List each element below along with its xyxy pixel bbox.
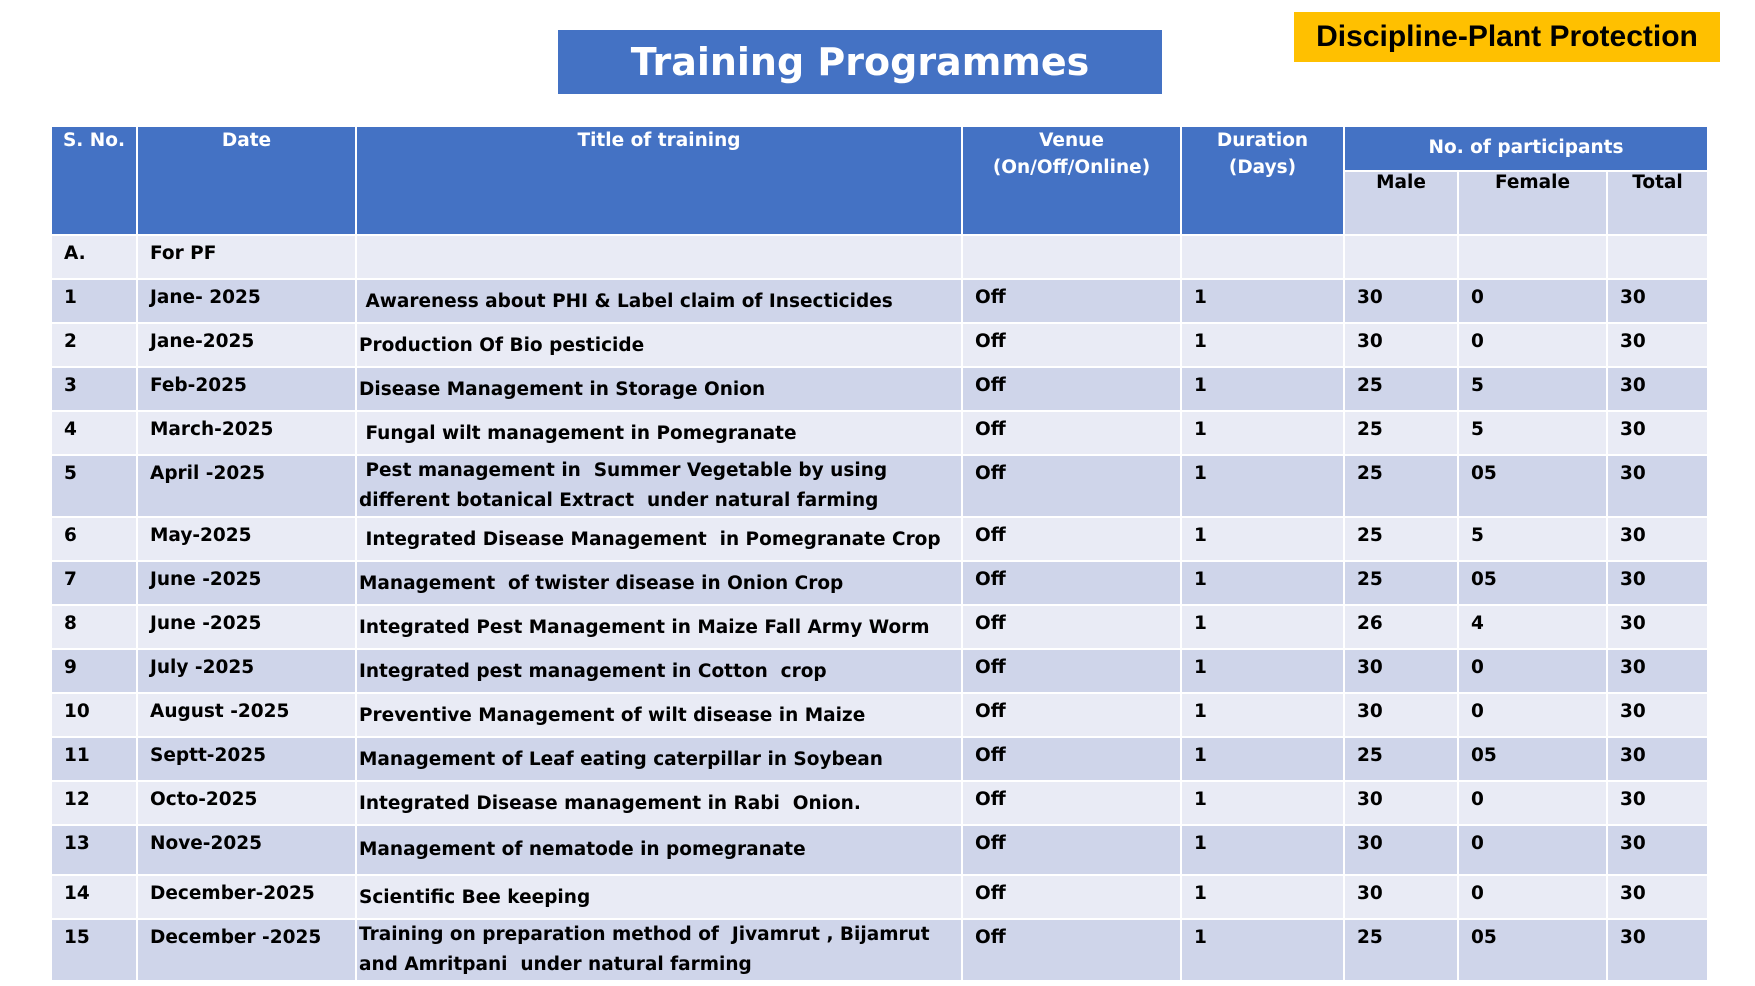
row-date: Jane- 2025 [150, 287, 261, 308]
row-female: 4 [1471, 613, 1484, 634]
row-sno: 8 [64, 613, 77, 634]
discipline-label: Discipline-Plant Protection [1294, 12, 1720, 62]
row-duration: 1 [1194, 569, 1207, 590]
row-date: Septt-2025 [150, 745, 266, 766]
row-male: 25 [1357, 525, 1383, 546]
section-sno: A. [64, 243, 86, 264]
row-male: 30 [1357, 883, 1383, 904]
row-title: Integrated Disease Management in Pomegranate Crop [359, 529, 941, 550]
table-row [51, 279, 1708, 323]
row-duration: 1 [1194, 331, 1207, 352]
row-sno: 6 [64, 525, 77, 546]
row-female: 0 [1471, 883, 1484, 904]
row-venue: Off [975, 331, 1006, 352]
table-row [51, 737, 1708, 781]
row-duration: 1 [1194, 927, 1207, 948]
row-title: Management of Leaf eating caterpillar in Soybean [359, 749, 883, 770]
row-female: 0 [1471, 287, 1484, 308]
section-label: For PF [150, 243, 217, 264]
row-venue: Off [975, 927, 1006, 948]
table-row [51, 605, 1708, 649]
row-male: 30 [1357, 287, 1383, 308]
table-row [51, 455, 1708, 517]
row-male: 25 [1357, 375, 1383, 396]
row-duration: 1 [1194, 883, 1207, 904]
row-male: 30 [1357, 701, 1383, 722]
row-date: December -2025 [150, 927, 322, 948]
row-title: Management of nematode in pomegranate [359, 839, 806, 860]
row-male: 25 [1357, 463, 1383, 484]
row-male: 30 [1357, 789, 1383, 810]
row-total: 30 [1620, 375, 1646, 396]
row-title: Training on preparation method of Jivamrut , Bijamrut and Amritpani under natural farming [359, 924, 943, 975]
row-duration: 1 [1194, 701, 1207, 722]
row-title: Fungal wilt management in Pomegranate [359, 423, 797, 444]
row-sno: 14 [64, 883, 90, 904]
row-total: 30 [1620, 331, 1646, 352]
row-date: June -2025 [150, 569, 262, 590]
header-venue [962, 126, 1181, 235]
row-duration: 1 [1194, 375, 1207, 396]
row-date: Octo-2025 [150, 789, 258, 810]
row-duration: 1 [1194, 287, 1207, 308]
row-venue: Off [975, 789, 1006, 810]
row-title: Integrated Disease management in Rabi Onion. [359, 793, 861, 814]
header-venue-text: Venue (On/Off/Online) [992, 130, 1151, 178]
page-title: Training Programmes [558, 30, 1162, 94]
row-total: 30 [1620, 883, 1646, 904]
header-title: Title of training [356, 126, 962, 235]
header-participants: No. of participants [1344, 126, 1708, 171]
row-venue: Off [975, 375, 1006, 396]
table-row [51, 517, 1708, 561]
table-row [51, 875, 1708, 919]
header-female: Female [1458, 171, 1607, 235]
table-row [51, 693, 1708, 737]
header-duration-text: Duration (Days) [1216, 130, 1309, 178]
table-row [51, 411, 1708, 455]
row-date: December-2025 [150, 883, 315, 904]
row-date: Nove-2025 [150, 833, 262, 854]
row-male: 25 [1357, 569, 1383, 590]
row-venue: Off [975, 701, 1006, 722]
row-venue: Off [975, 657, 1006, 678]
row-venue: Off [975, 883, 1006, 904]
row-date: July -2025 [150, 657, 255, 678]
row-duration: 1 [1194, 745, 1207, 766]
row-date: April -2025 [150, 463, 265, 484]
row-total: 30 [1620, 463, 1646, 484]
row-venue: Off [975, 745, 1006, 766]
row-duration: 1 [1194, 833, 1207, 854]
row-title: Awareness about PHI & Label claim of Insecticides [359, 291, 893, 312]
row-sno: 13 [64, 833, 90, 854]
header-date: Date [137, 126, 356, 235]
row-total: 30 [1620, 525, 1646, 546]
header-duration [1181, 126, 1344, 235]
table-row [51, 919, 1708, 981]
table-row [51, 323, 1708, 367]
row-male: 25 [1357, 927, 1383, 948]
header-male: Male [1344, 171, 1458, 235]
row-female: 0 [1471, 331, 1484, 352]
row-female: 05 [1471, 745, 1497, 766]
row-duration: 1 [1194, 789, 1207, 810]
row-duration: 1 [1194, 613, 1207, 634]
row-total: 30 [1620, 833, 1646, 854]
row-date: Feb-2025 [150, 375, 247, 396]
row-title: Pest management in Summer Vegetable by using different botanical Extract under natural farming [359, 460, 894, 511]
row-date: May-2025 [150, 525, 252, 546]
row-duration: 1 [1194, 463, 1207, 484]
row-title: Preventive Management of wilt disease in Maize [359, 705, 866, 726]
row-total: 30 [1620, 419, 1646, 440]
table-row [51, 781, 1708, 825]
row-sno: 5 [64, 463, 77, 484]
row-date: August -2025 [150, 701, 290, 722]
row-sno: 12 [64, 789, 90, 810]
row-total: 30 [1620, 657, 1646, 678]
row-venue: Off [975, 569, 1006, 590]
row-female: 05 [1471, 463, 1497, 484]
row-male: 25 [1357, 419, 1383, 440]
row-title: Disease Management in Storage Onion [359, 379, 766, 400]
row-total: 30 [1620, 745, 1646, 766]
row-male: 26 [1357, 613, 1383, 634]
row-female: 5 [1471, 525, 1484, 546]
row-title: Production Of Bio pesticide [359, 335, 645, 356]
header-total: Total [1607, 171, 1708, 235]
row-sno: 4 [64, 419, 77, 440]
row-sno: 1 [64, 287, 77, 308]
row-date: June -2025 [150, 613, 262, 634]
table-row [51, 649, 1708, 693]
row-male: 30 [1357, 833, 1383, 854]
row-male: 30 [1357, 331, 1383, 352]
table-row [51, 561, 1708, 605]
row-female: 5 [1471, 419, 1484, 440]
row-female: 0 [1471, 701, 1484, 722]
row-total: 30 [1620, 569, 1646, 590]
row-venue: Off [975, 525, 1006, 546]
training-table [50, 125, 1709, 982]
row-venue: Off [975, 833, 1006, 854]
row-total: 30 [1620, 789, 1646, 810]
row-sno: 9 [64, 657, 77, 678]
row-male: 25 [1357, 745, 1383, 766]
row-sno: 10 [64, 701, 90, 722]
row-sno: 15 [64, 927, 90, 948]
row-title: Scientific Bee keeping [359, 887, 591, 908]
row-venue: Off [975, 613, 1006, 634]
row-female: 0 [1471, 657, 1484, 678]
row-sno: 11 [64, 745, 90, 766]
row-date: March-2025 [150, 419, 274, 440]
header-sno: S. No. [51, 126, 137, 235]
row-female: 05 [1471, 569, 1497, 590]
row-title: Integrated Pest Management in Maize Fall Army Worm [359, 617, 930, 638]
row-duration: 1 [1194, 419, 1207, 440]
row-total: 30 [1620, 701, 1646, 722]
row-duration: 1 [1194, 657, 1207, 678]
row-sno: 3 [64, 375, 77, 396]
row-sno: 7 [64, 569, 77, 590]
row-female: 5 [1471, 375, 1484, 396]
row-venue: Off [975, 463, 1006, 484]
row-male: 30 [1357, 657, 1383, 678]
row-total: 30 [1620, 613, 1646, 634]
row-title: Integrated pest management in Cotton crop [359, 661, 827, 682]
table-row [51, 367, 1708, 411]
table-row [51, 825, 1708, 875]
row-sno: 2 [64, 331, 77, 352]
row-total: 30 [1620, 287, 1646, 308]
row-date: Jane-2025 [150, 331, 255, 352]
section-row [51, 235, 1708, 279]
row-duration: 1 [1194, 525, 1207, 546]
row-female: 0 [1471, 833, 1484, 854]
row-female: 0 [1471, 789, 1484, 810]
row-female: 05 [1471, 927, 1497, 948]
row-total: 30 [1620, 927, 1646, 948]
row-title: Management of twister disease in Onion Crop [359, 573, 844, 594]
row-venue: Off [975, 419, 1006, 440]
row-venue: Off [975, 287, 1006, 308]
